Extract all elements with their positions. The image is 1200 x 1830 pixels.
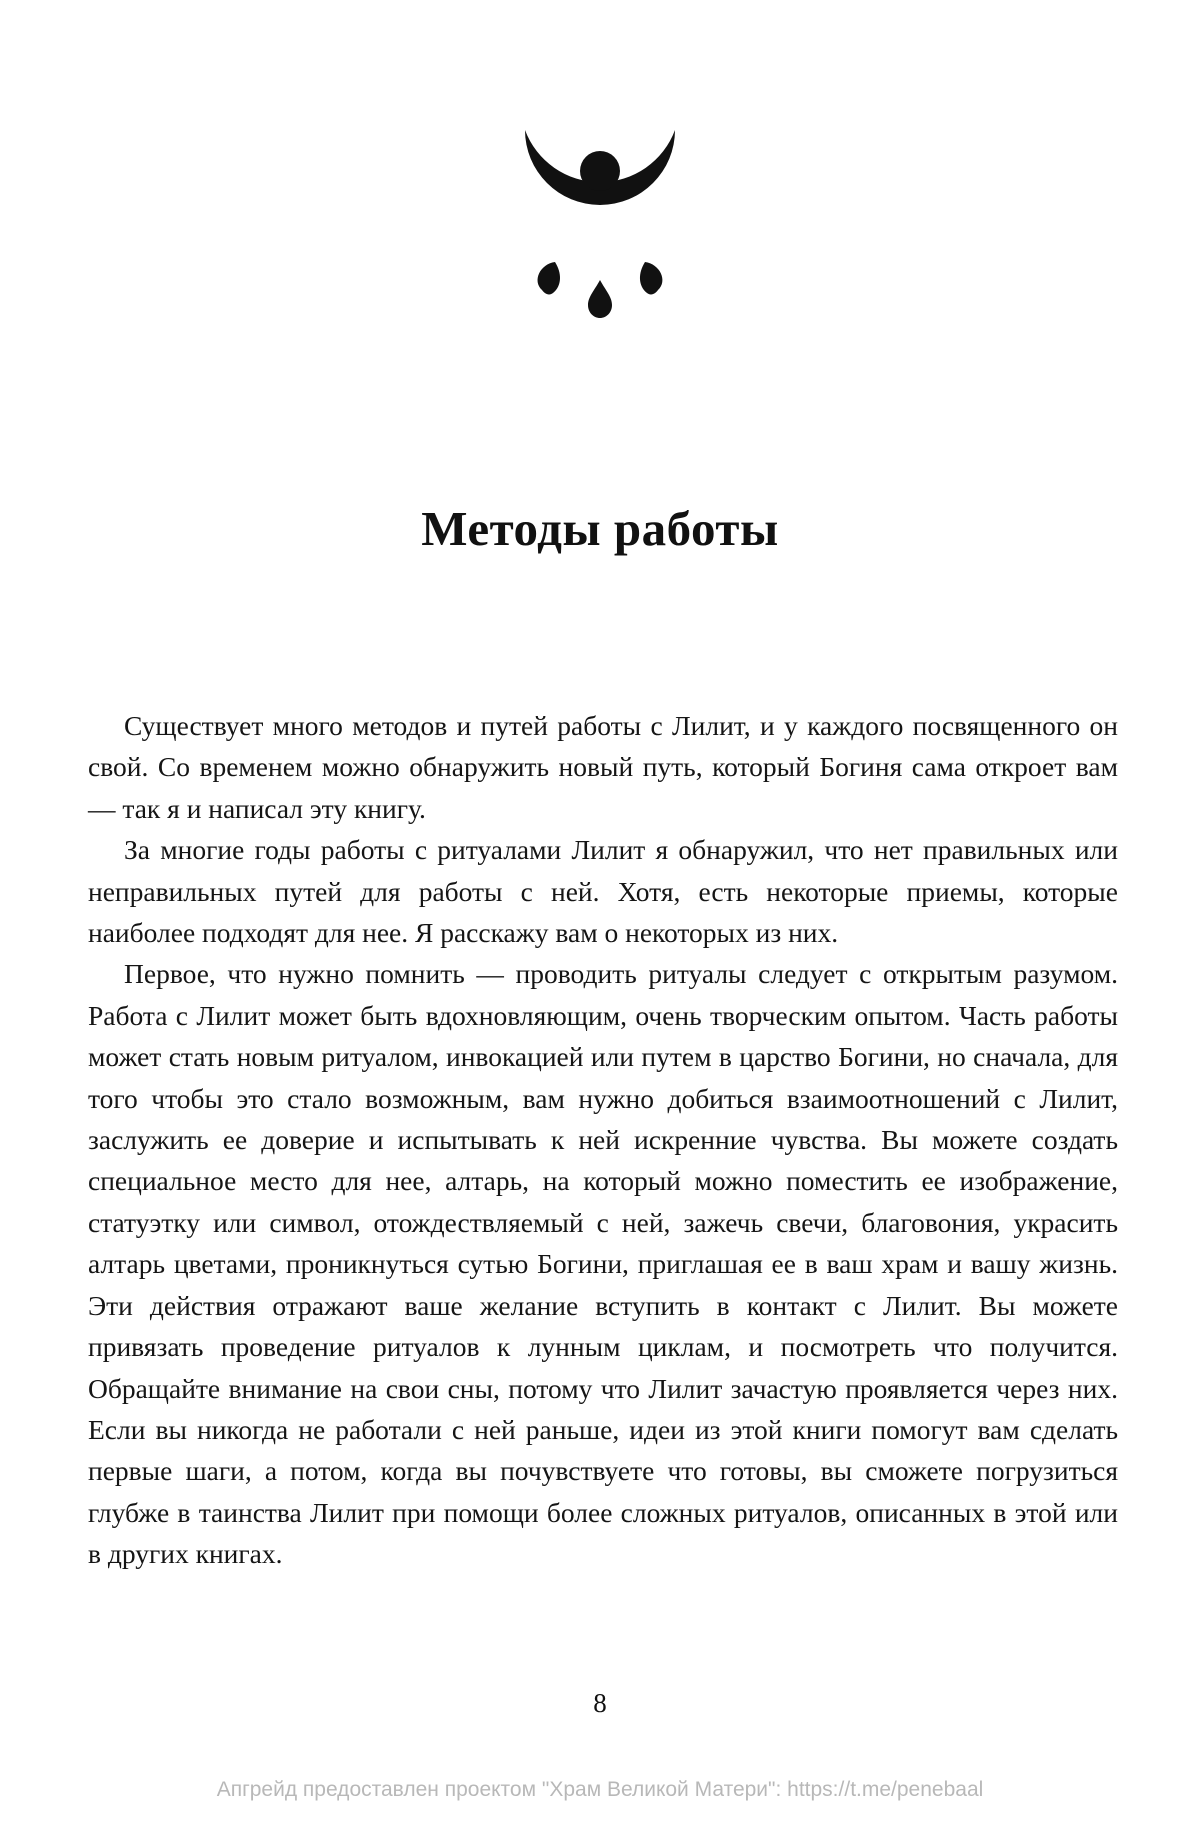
paragraph: Первое, что нужно помнить — проводить ритуалы следует с открытым разумом. Работа с Лилит может быть вдохновляющим, очень творческим опытом. Часть работы может стать новым ритуалом, инвокацией или путем в царство Богини, но сначала, для того чтобы это стало возможным, вам нужно добиться взаимоотношений с Лилит, заслужить ее доверие и испытывать к ней искренние чувства. Вы можете создать специальное место для нее, алтарь, на который можно поместить ее изображение, статуэтку или символ, отождествляемый с ней, зажечь свечи, благовония, украсить алтарь цветами, проникнуться сутью Богини, приглашая ее в ваш храм и вашу жизнь. Эти действия отражают ваше желание вступить в контакт с Лилит. Вы можете привязать проведение ритуалов к лунным циклам, и посмотреть что получится. Обращайте внимание на свои сны, потому что Лилит зачастую проявляется через них. Если вы никогда не работали с ней раньше, идеи из этой книги помогут вам сделать первые шаги, а потом, когда вы почувствуете что готовы, вы сможете погрузиться глубже в таинства Лилит при помощи более сложных ритуалов, описанных в этой или в других книгах. [88,958,1118,1570]
body-text [88,705,1118,1575]
left-drop [538,262,560,294]
right-drop [640,262,662,294]
center-dot [580,151,620,191]
watermark-text: Апгрейд предоставлен проектом "Храм Великой Матери": https://t.me/penebaal [216,1778,984,1801]
page-number: 8 [593,1688,607,1718]
moon-crescent-drops-icon [510,115,690,365]
bottom-drop [588,280,612,318]
chapter-title: Методы работы [421,501,779,556]
paragraph: Существует много методов и путей работы с Лилит, и у каждого посвященного он свой. Со временем можно обнаружить новый путь, который Богиня сама откроет вам — так я и написал эту книгу. [88,710,1118,824]
paragraph: За многие годы работы с ритуалами Лилит я обнаружил, что нет правильных или неправильных путей для работы с ней. Хотя, есть некоторые приемы, которые наиболее подходят для нее. Я расскажу вам о некоторых из них. [88,834,1118,949]
